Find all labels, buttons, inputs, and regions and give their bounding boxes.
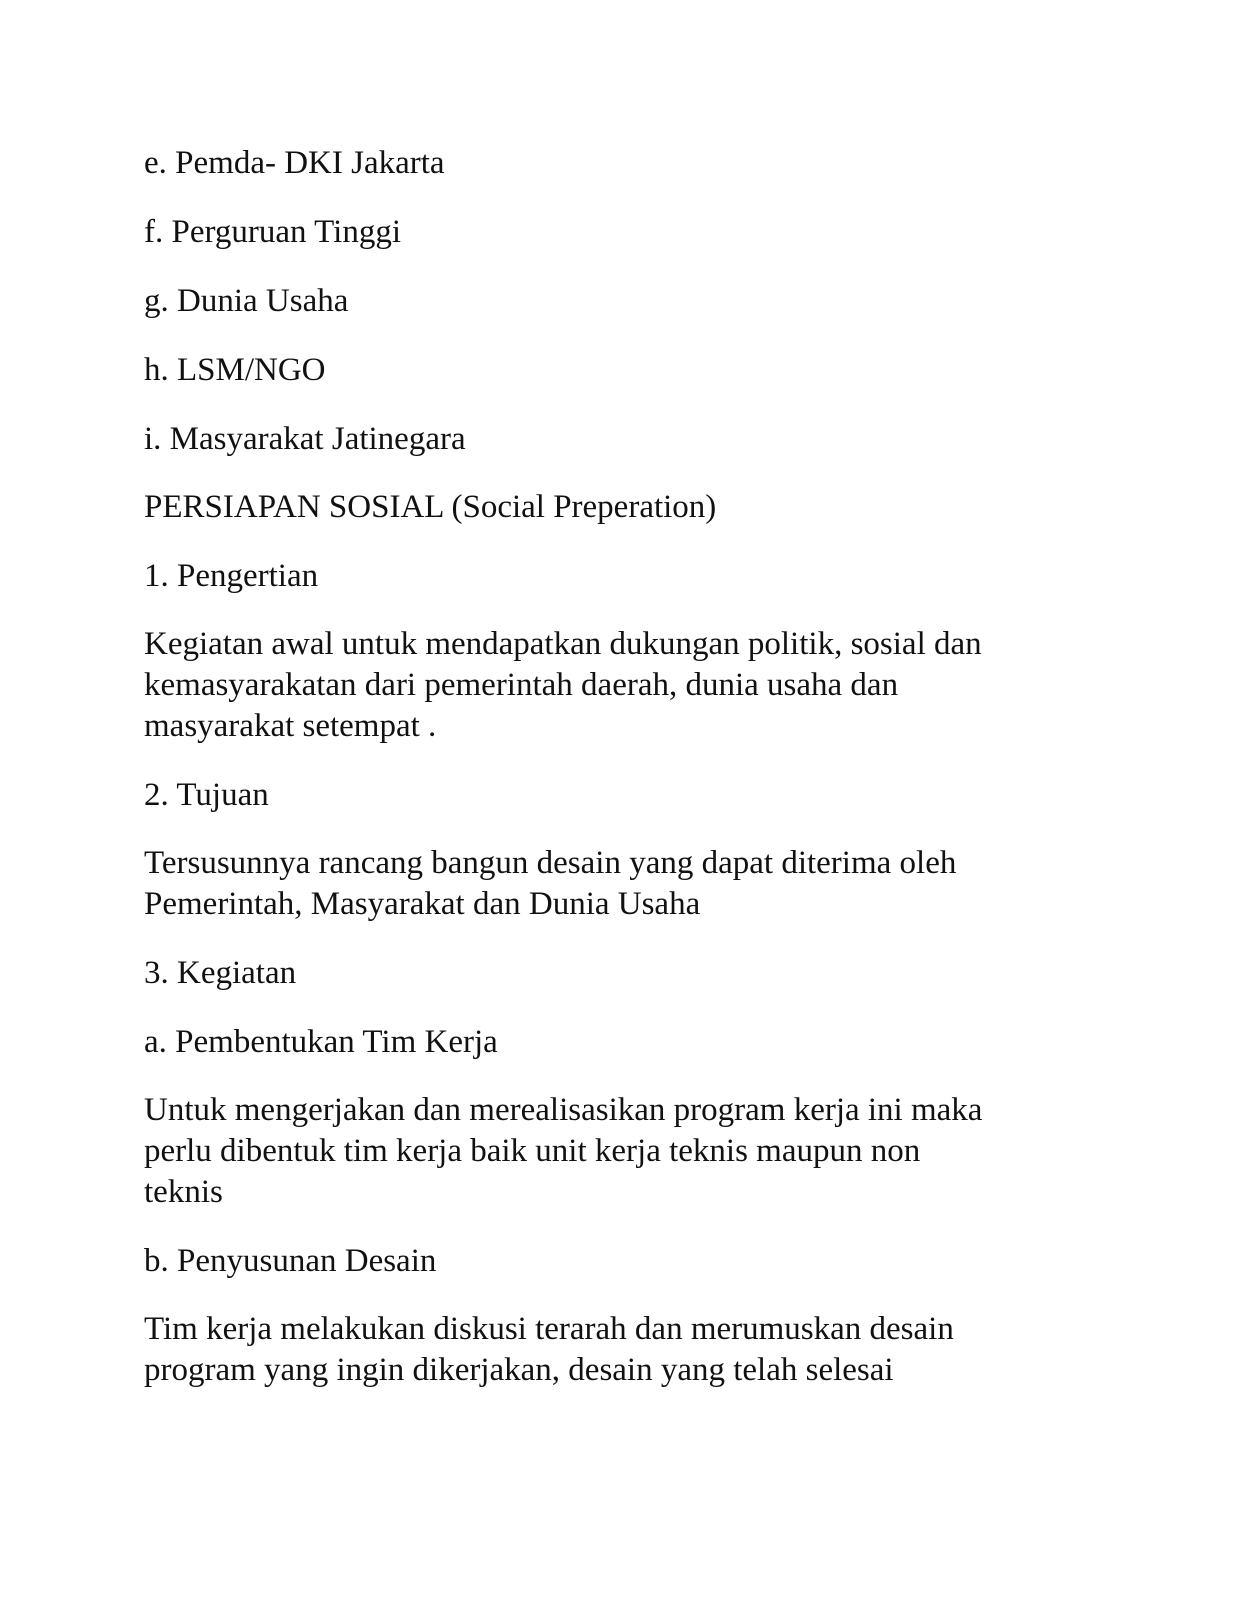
tujuan-heading: 2. Tujuan [144, 777, 269, 813]
section-heading: PERSIAPAN SOSIAL (Social Preperation) [144, 489, 717, 525]
tujuan-paragraph [144, 843, 1104, 925]
paragraph-line: kemasyarakatan dari pemerintah daerah, dunia usaha dan [144, 667, 899, 703]
kegiatan-a-heading: a. Pembentukan Tim Kerja [144, 1024, 498, 1060]
paragraph-line: Untuk mengerjakan dan merealisasikan program kerja ini maka [144, 1092, 983, 1128]
list-item-e: e. Pemda- DKI Jakarta [144, 145, 445, 181]
paragraph-line: perlu dibentuk tim kerja baik unit kerja teknis maupun non [144, 1133, 921, 1169]
paragraph-line: masyarakat setempat . [144, 708, 437, 744]
kegiatan-b-heading: b. Penyusunan Desain [144, 1243, 437, 1279]
paragraph-line: Tim kerja melakukan diskusi terarah dan merumuskan desain [144, 1311, 954, 1347]
paragraph-line: program yang ingin dikerjakan, desain yang telah selesai [144, 1352, 894, 1388]
pengertian-heading: 1. Pengertian [144, 558, 319, 594]
paragraph-line: teknis [144, 1174, 223, 1210]
pengertian-paragraph [144, 624, 1104, 747]
kegiatan-heading: 3. Kegiatan [144, 955, 297, 991]
paragraph-line: Tersusunnya rancang bangun desain yang dapat diterima oleh [144, 845, 957, 881]
list-item-g: g. Dunia Usaha [144, 283, 349, 319]
list-item-h: h. LSM/NGO [144, 352, 326, 388]
list-item-f: f. Perguruan Tinggi [144, 214, 402, 250]
paragraph-line: Kegiatan awal untuk mendapatkan dukungan politik, sosial dan [144, 626, 982, 662]
kegiatan-b-paragraph [144, 1309, 1104, 1391]
list-item-i: i. Masyarakat Jatinegara [144, 421, 466, 457]
kegiatan-a-paragraph [144, 1090, 1104, 1213]
paragraph-line: Pemerintah, Masyarakat dan Dunia Usaha [144, 886, 701, 922]
